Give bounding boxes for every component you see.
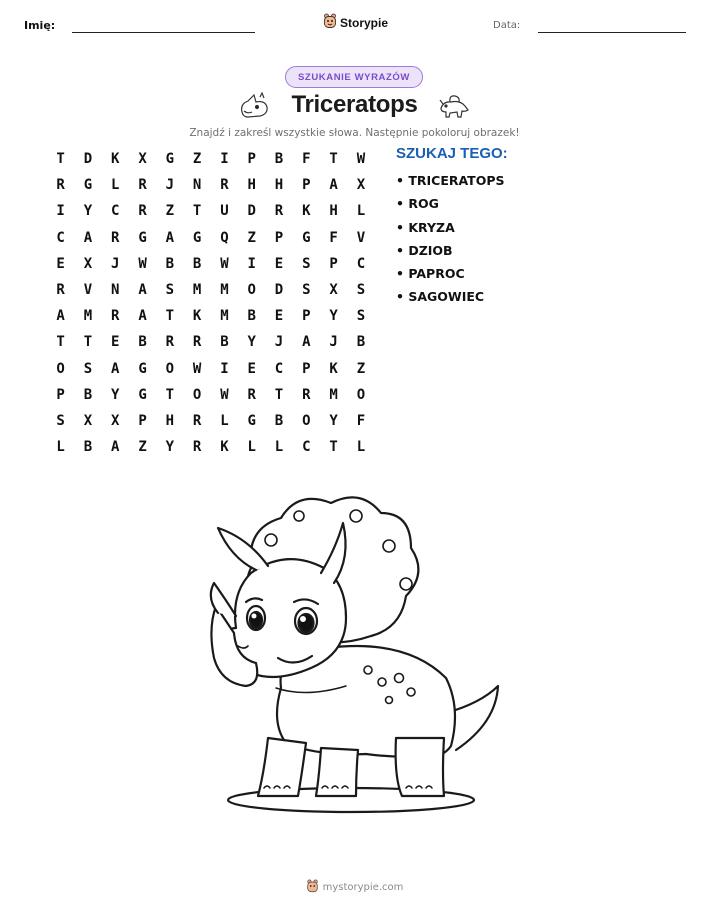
grid-letter[interactable]: D (83, 151, 93, 168)
grid-letter[interactable]: W (138, 255, 147, 272)
grid-letter[interactable]: G (83, 177, 93, 194)
footer-site[interactable]: mystorypie.com (322, 882, 404, 893)
word-item: • SAGOWIEC (396, 289, 485, 305)
page-title: Triceratops (291, 91, 418, 118)
grid-letter[interactable]: E (56, 255, 65, 272)
grid-letter[interactable]: R (192, 334, 202, 351)
grid-letter[interactable]: L (247, 439, 256, 456)
grid-letter[interactable]: Z (165, 203, 175, 220)
grid-letter[interactable]: A (165, 229, 175, 246)
grid-letter[interactable]: B (220, 334, 229, 351)
grid-letter[interactable]: A (111, 360, 120, 377)
grid-letter[interactable]: X (83, 412, 93, 429)
grid-letter[interactable]: C (111, 203, 120, 220)
grid-letter[interactable]: A (56, 308, 65, 325)
grid-letter[interactable]: P (329, 255, 338, 272)
grid-letter[interactable]: L (356, 203, 366, 220)
grid-letter[interactable]: H (329, 203, 338, 220)
grid-letter[interactable]: K (329, 360, 338, 377)
grid-letter[interactable]: H (165, 412, 175, 429)
grid-letter[interactable]: J (111, 255, 120, 272)
grid-letter[interactable]: X (356, 177, 366, 194)
grid-letter[interactable]: P (302, 177, 311, 194)
grid-letter[interactable]: B (138, 334, 147, 351)
grid-letter[interactable]: B (83, 439, 93, 456)
word-list-heading: SZUKAJ TEGO: (396, 145, 508, 162)
grid-letter[interactable]: V (356, 229, 366, 246)
grid-letter[interactable]: H (247, 177, 256, 194)
grid-letter[interactable]: J (165, 177, 175, 194)
grid-letter[interactable]: Y (329, 412, 338, 429)
grid-letter[interactable]: R (138, 203, 147, 220)
grid-letter[interactable]: S (165, 282, 175, 299)
grid-letter[interactable]: G (192, 229, 202, 246)
grid-letter[interactable]: M (220, 282, 229, 299)
grid-letter[interactable]: G (302, 229, 311, 246)
grid-letter[interactable]: T (329, 151, 338, 168)
grid-letter[interactable]: Y (83, 203, 93, 220)
grid-letter[interactable]: C (274, 360, 284, 377)
grid-letter[interactable]: C (356, 255, 366, 272)
grid-letter[interactable]: B (247, 308, 256, 325)
grid-letter[interactable]: R (192, 439, 202, 456)
grid-letter[interactable]: T (165, 308, 175, 325)
word-search-grid (47, 146, 375, 460)
grid-letter[interactable]: F (356, 412, 366, 429)
grid-letter[interactable]: G (138, 386, 147, 403)
grid-letter[interactable]: L (220, 412, 229, 429)
grid-letter[interactable]: S (302, 255, 311, 272)
grid-letter[interactable]: A (83, 229, 93, 246)
storypie-logo-icon (306, 878, 319, 897)
grid-letter[interactable]: L (356, 439, 366, 456)
grid-letter[interactable]: T (329, 439, 338, 456)
grid-letter[interactable]: I (247, 255, 256, 272)
grid-letter[interactable]: I (220, 151, 229, 168)
name-label: Imię: (24, 19, 56, 32)
grid-letter[interactable]: N (192, 177, 202, 194)
grid-letter[interactable]: A (329, 177, 338, 194)
grid-letter[interactable]: P (247, 151, 256, 168)
grid-letter[interactable]: M (220, 308, 229, 325)
grid-letter[interactable]: G (138, 360, 147, 377)
grid-letter[interactable]: J (274, 334, 284, 351)
grid-letter[interactable]: N (111, 282, 120, 299)
grid-letter[interactable]: J (329, 334, 338, 351)
grid-letter[interactable]: F (302, 151, 311, 168)
activity-badge: SZUKANIE WYRAZÓW (285, 66, 423, 88)
grid-letter[interactable]: E (274, 255, 284, 272)
grid-letter[interactable]: R (247, 386, 256, 403)
grid-letter[interactable]: G (247, 412, 256, 429)
grid-letter[interactable]: O (356, 386, 366, 403)
storypie-logo-icon (323, 13, 337, 33)
grid-letter[interactable]: B (165, 255, 175, 272)
grid-letter[interactable]: T (56, 334, 65, 351)
grid-letter[interactable]: K (220, 439, 229, 456)
grid-letter[interactable]: W (192, 360, 202, 377)
grid-letter[interactable]: W (220, 386, 229, 403)
grid-letter[interactable]: Y (165, 439, 175, 456)
grid-letter[interactable]: H (274, 177, 284, 194)
grid-letter[interactable]: E (111, 334, 120, 351)
grid-letter[interactable]: Z (356, 360, 366, 377)
grid-letter[interactable]: X (111, 412, 120, 429)
grid-letter[interactable]: S (83, 360, 93, 377)
grid-letter[interactable]: K (111, 151, 120, 168)
grid-letter[interactable]: P (302, 308, 311, 325)
grid-letter[interactable]: R (138, 177, 147, 194)
grid-letter[interactable]: B (274, 412, 284, 429)
grid-letter[interactable]: K (192, 308, 202, 325)
grid-letter[interactable]: Z (192, 151, 202, 168)
grid-letter[interactable]: M (329, 386, 338, 403)
grid-letter[interactable]: S (302, 282, 311, 299)
grid-letter[interactable]: R (165, 334, 175, 351)
grid-letter[interactable]: K (302, 203, 311, 220)
word-item: • KRYZA (396, 219, 455, 235)
grid-letter[interactable]: O (247, 282, 256, 299)
grid-letter[interactable]: B (356, 334, 366, 351)
grid-letter[interactable]: M (83, 308, 93, 325)
grid-letter[interactable]: G (165, 151, 175, 168)
grid-letter[interactable]: S (356, 282, 366, 299)
grid-letter[interactable]: O (56, 360, 65, 377)
grid-letter[interactable]: O (192, 386, 202, 403)
date-field-line[interactable] (538, 32, 686, 33)
grid-letter[interactable]: Y (329, 308, 338, 325)
brand-header (323, 13, 388, 33)
word-item: • TRICERATOPS (396, 173, 505, 188)
grid-letter[interactable]: R (56, 177, 65, 194)
grid-letter[interactable]: R (111, 229, 120, 246)
grid-letter[interactable]: Z (138, 439, 147, 456)
grid-letter[interactable]: R (220, 177, 229, 194)
grid-letter[interactable]: E (247, 360, 256, 377)
grid-letter[interactable]: S (56, 412, 65, 429)
grid-letter[interactable]: Z (247, 229, 256, 246)
grid-letter[interactable]: T (192, 203, 202, 220)
grid-letter[interactable]: R (192, 412, 202, 429)
word-item: • DZIOB (396, 242, 453, 258)
word-item: • PAPROC (396, 266, 465, 282)
grid-letter[interactable]: U (220, 203, 229, 220)
grid-letter[interactable]: G (138, 229, 147, 246)
grid-letter[interactable]: Y (247, 334, 256, 351)
grid-letter[interactable]: R (111, 308, 120, 325)
word-list (396, 172, 505, 312)
date-label: Data: (493, 20, 521, 31)
grid-letter[interactable]: T (165, 386, 175, 403)
grid-letter[interactable]: T (83, 334, 93, 351)
grid-letter[interactable]: I (220, 360, 229, 377)
grid-letter[interactable]: M (192, 282, 202, 299)
grid-letter[interactable]: D (274, 282, 284, 299)
grid-letter[interactable]: O (165, 360, 175, 377)
grid-letter[interactable]: P (138, 412, 147, 429)
grid-letter[interactable]: L (56, 439, 65, 456)
grid-letter[interactable]: A (138, 282, 147, 299)
brand-name: Storypie (340, 16, 389, 30)
grid-letter[interactable]: A (138, 308, 147, 325)
grid-letter[interactable]: W (356, 151, 366, 168)
triceratops-icon (438, 92, 470, 124)
grid-letter[interactable]: L (274, 439, 284, 456)
grid-letter[interactable]: A (111, 439, 120, 456)
grid-letter[interactable]: L (111, 177, 120, 194)
grid-letter[interactable]: T (274, 386, 284, 403)
word-item: • ROG (396, 196, 439, 212)
grid-letter[interactable]: B (83, 386, 93, 403)
footer (0, 878, 709, 897)
grid-letter[interactable]: P (56, 386, 65, 403)
grid-letter[interactable]: X (138, 151, 147, 168)
grid-letter[interactable]: O (302, 412, 311, 429)
grid-letter[interactable]: F (329, 229, 338, 246)
grid-letter[interactable]: V (83, 282, 93, 299)
grid-letter[interactable]: T (56, 151, 65, 168)
grid-letter[interactable]: S (356, 308, 366, 325)
name-field-line[interactable] (72, 32, 255, 33)
grid-letter[interactable]: P (302, 360, 311, 377)
grid-letter[interactable]: E (274, 308, 284, 325)
grid-letter[interactable]: X (329, 282, 338, 299)
grid-letter[interactable]: P (274, 229, 284, 246)
grid-letter[interactable]: X (83, 255, 93, 272)
grid-letter[interactable]: B (274, 151, 284, 168)
grid-letter[interactable]: B (192, 255, 202, 272)
grid-letter[interactable]: W (220, 255, 229, 272)
triceratops-coloring-illustration (206, 488, 506, 822)
grid-letter[interactable]: C (56, 229, 65, 246)
grid-letter[interactable]: D (247, 203, 256, 220)
grid-letter[interactable]: R (302, 386, 311, 403)
grid-letter[interactable]: I (56, 203, 65, 220)
grid-letter[interactable]: R (56, 282, 65, 299)
instructions: Znajdź i zakreśl wszystkie słowa. Następnie pokoloruj obrazek! (189, 127, 520, 139)
grid-letter[interactable]: Q (220, 229, 229, 246)
grid-letter[interactable]: A (302, 334, 311, 351)
grid-letter[interactable]: R (274, 203, 284, 220)
grid-letter[interactable]: C (302, 439, 311, 456)
grid-letter[interactable]: Y (111, 386, 120, 403)
